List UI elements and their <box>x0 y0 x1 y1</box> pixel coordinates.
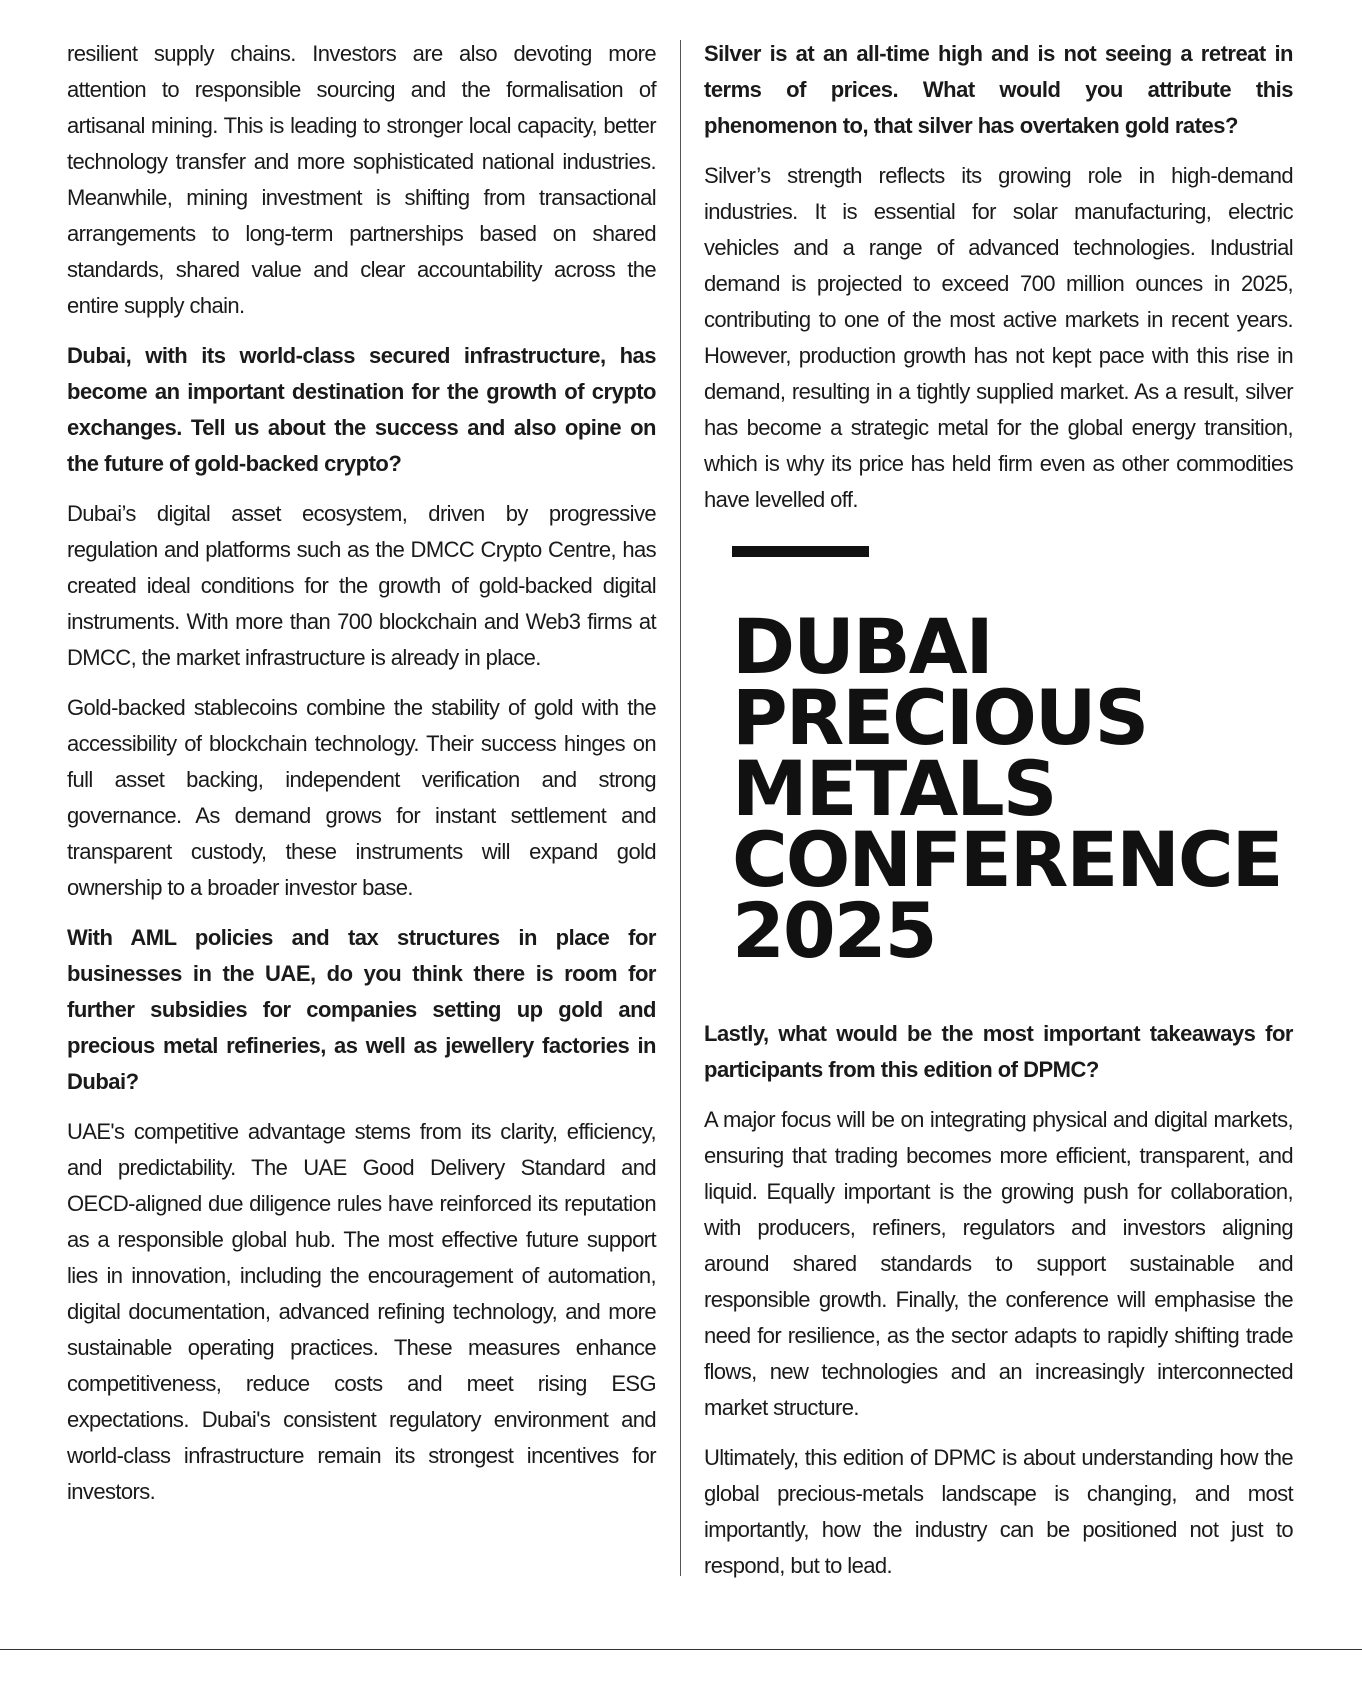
bottom-rule <box>0 1649 1362 1650</box>
paragraph-ultimately: Ultimately, this edition of DPMC is about understanding how the global precious-metals landscape is changing, and most importantly, how the industry can be positioned not just to respond, but to lead. <box>704 1445 1293 1578</box>
question-crypto-exchanges: Dubai, with its world-class secured infrastructure, has become an important destination for the growth of crypto exchanges. Tell us about the success and also opine on the future of gold-backed crypto? <box>67 343 656 476</box>
question-refinery-subsidies: With AML policies and tax structures in place for businesses in the UAE, do you think there is room for further subsidies for companies setting up gold and precious metal refineries, as well as jewellery factories in Dubai? <box>67 925 656 1094</box>
question-silver-price: Silver is at an all-time high and is not seeing a retreat in terms of prices. What would you attribute this phenomenon to, that silver has overtaken gold rates? <box>704 41 1293 138</box>
right-column <box>704 36 1293 1598</box>
paragraph-uae-advantage: UAE's competitive advantage stems from its clarity, efficiency, and predictability. The UAE Good Delivery Standard and OECD-aligned due diligence rules have reinforced its reputation as a responsible global hub. The most effective future support lies in innovation, including the encouragement of automation, digital documentation, advanced refining technology, and more sustainable operating practices. These measures enhance competitiveness, reduce costs and meet rising ESG expectations. Dubai's consistent regulatory environment and world-class infrastructure remain its strongest incentives for investors. <box>67 1119 656 1504</box>
question-dpmc-takeaways: Lastly, what would be the most important takeaways for participants from this edition of DPMC? <box>704 1021 1293 1082</box>
paragraph-major-focus: A major focus will be on integrating physical and digital markets, ensuring that trading becomes more efficient, transparent, and liquid. Equally important is the growing push for collaboration, with producers, refiners, regulators and investors aligning around shared standards to support sustainable and responsible growth. Finally, the conference will emphasise the need for resilience, as the sector adapts to rapidly shifting trade flows, new technologies and an increasingly interconnected market structure. <box>704 1107 1293 1420</box>
headline-block <box>732 546 1293 975</box>
left-column <box>67 36 656 1524</box>
paragraph-digital-asset-ecosystem: Dubai’s digital asset ecosystem, driven by progressive regulation and platforms such as the DMCC Crypto Centre, has created ideal conditions for the growth of gold-backed digital instruments. With more than 700 blockchain and Web3 firms at DMCC, the market infrastructure is already in place. <box>67 501 656 670</box>
conference-headline: DUBAI PRECIOUS METALS CONFERENCE 2025 <box>732 602 1282 975</box>
headline-accent-bar <box>732 546 869 557</box>
paragraph-silver-strength: Silver’s strength reflects its growing role in high-demand industries. It is essential for solar manufacturing, electric vehicles and a range of advanced technologies. Industrial demand is projected to exceed 700 million ounces in 2025, contributing to one of the most active markets in recent years. However, production growth has not kept pace with this rise in demand, resulting in a tightly supplied market. As a result, silver has become a strategic metal for the global energy transition, which is why its price has held firm even as other commodities have levelled off. <box>704 163 1293 512</box>
paragraph-supply-chains: resilient supply chains. Investors are also devoting more attention to responsible sourcing and the formalisation of artisanal mining. This is leading to stronger local capacity, better technology transfer and more sophisticated national industries. Meanwhile, mining investment is shifting from transactional arrangements to long-term partnerships based on shared standards, shared value and clear accountability across the entire supply chain. <box>67 41 656 318</box>
paragraph-gold-stablecoins: Gold-backed stablecoins combine the stability of gold with the accessibility of blockchain technology. Their success hinges on full asset backing, independent verification and strong governance. As demand grows for instant settlement and transparent custody, these instruments will expand gold ownership to a broader investor base. <box>67 695 656 900</box>
column-divider <box>680 40 681 1576</box>
